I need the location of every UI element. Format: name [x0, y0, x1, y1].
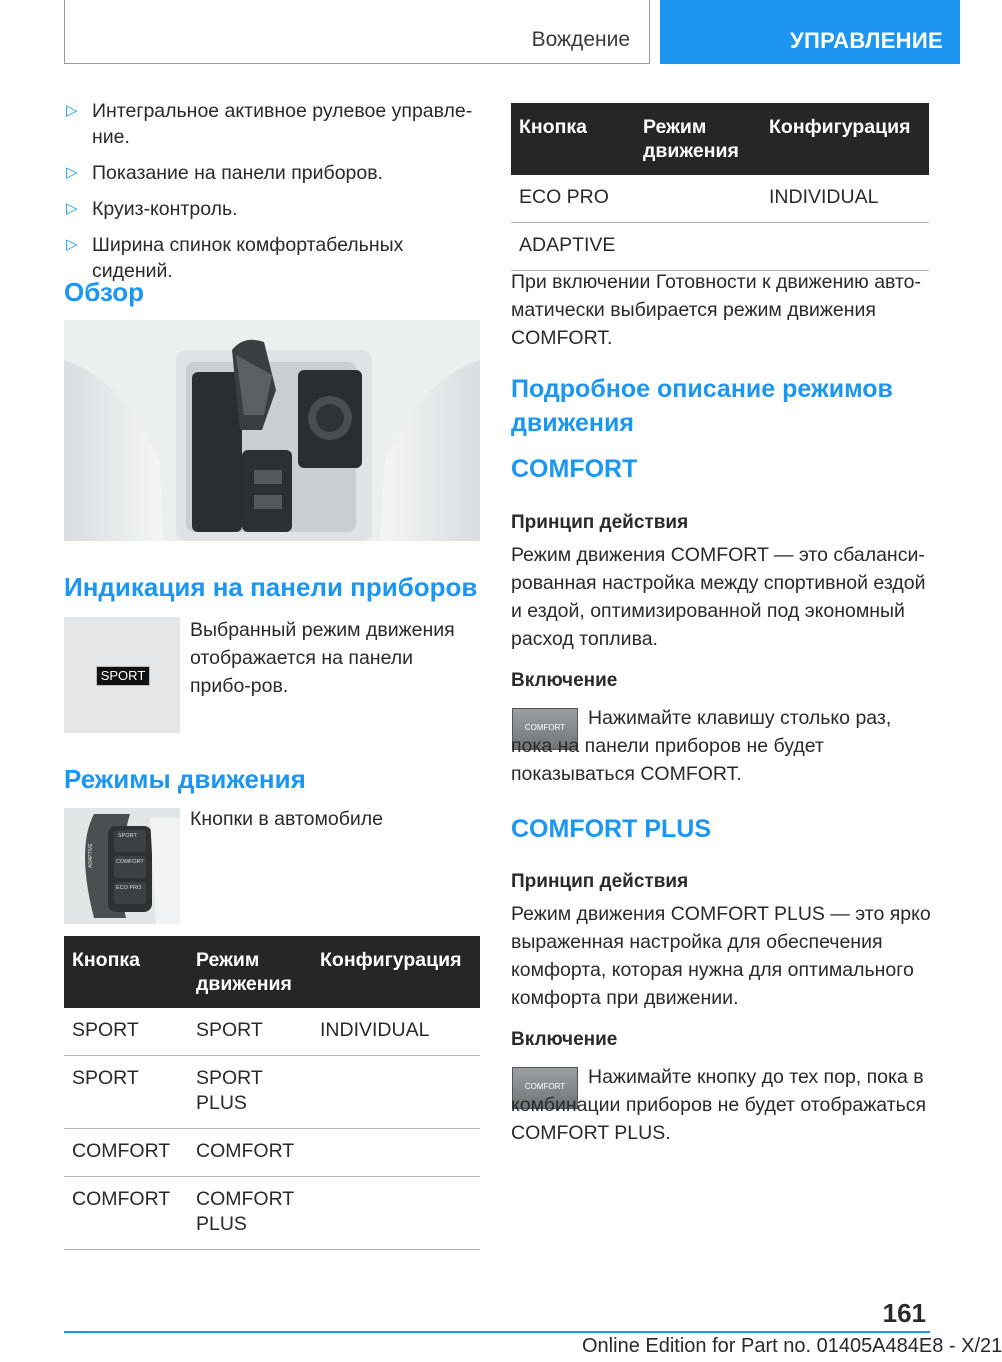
mode-button-label: ECO PRO — [116, 885, 142, 891]
comfort-heading: COMFORT — [511, 455, 638, 483]
ready-text: При включении Готовности к движению авто-матически выбирается режим движения COMFORT. — [511, 271, 922, 349]
table-cell: SPORT — [64, 1008, 188, 1056]
mode-buttons-illustration — [64, 808, 180, 924]
comfort-plus-enable-heading: Включение — [511, 1029, 618, 1050]
list-item: ▷ Показание на панели приборов. — [66, 162, 384, 184]
triangle-bullet-icon: ▷ — [66, 236, 78, 253]
table-cell — [635, 223, 761, 271]
sport-badge: SPORT — [96, 666, 150, 686]
modes-heading: Режимы движения — [64, 764, 306, 794]
list-item: ▷ Ширина спинок комфортабельных сидений. — [66, 234, 404, 282]
table-header-cell: Конфигурация — [761, 103, 929, 175]
table-row — [511, 175, 929, 223]
table-cell: COMFORT — [188, 1129, 312, 1177]
display-heading: Индикация на панели приборов — [64, 572, 478, 602]
edition-text: Online Edition for Part no. 01405A484E8 - X/21 — [582, 1335, 1002, 1357]
table-cell — [312, 1177, 480, 1250]
comfort-plus-principle-text: Режим движения COMFORT PLUS — это ярко выраженная настройка для обеспечения комфорта, которая нужна для оптимального комфорта при движении. — [511, 903, 931, 1009]
comfort-plus-heading: COMFORT PLUS — [511, 815, 711, 843]
modes-text: Кнопки в автомобиле — [190, 808, 384, 830]
table-cell: COMFORT — [64, 1129, 188, 1177]
list-item: ▷ Интегральное активное рулевое управле-ние. — [66, 100, 473, 148]
comfort-principle-text: Режим движения COMFORT — это сбаланси-рованная настройка между спортивной ездой и ездой, оптимизированной под экономный расход топлива. — [511, 544, 926, 650]
page-number: 161 — [882, 1298, 926, 1328]
instrument-display-image — [64, 617, 180, 733]
center-console-photo — [64, 320, 480, 541]
center-console-illustration — [64, 320, 480, 541]
comfort-button-label: COMFORT — [524, 723, 566, 732]
bullet-list — [64, 98, 484, 294]
modes-table-left — [64, 936, 480, 1250]
mode-buttons-photo — [64, 808, 180, 924]
table-cell — [312, 1056, 480, 1129]
comfort-enable-text: Нажимайте клавишу столько раз, пока на панели приборов не будет показываться COMFORT. — [511, 707, 892, 785]
table-header-cell: Кнопка — [64, 936, 188, 1008]
modes-table-right — [511, 103, 929, 271]
header-section: Вождение — [531, 28, 630, 51]
comfort-enable-heading: Включение — [511, 670, 618, 691]
table-header-cell: Режим движения — [635, 103, 761, 175]
table-cell: COMFORT PLUS — [188, 1177, 312, 1250]
mode-button-label: SPORT — [118, 833, 137, 839]
comfort-plus-button-label: COMFORT — [524, 1082, 566, 1091]
overview-heading: Обзор — [64, 277, 144, 307]
list-item: ▷ Круиз-контроль. — [66, 198, 238, 220]
table-cell — [312, 1129, 480, 1177]
comfort-plus-enable-text: Нажимайте кнопку до тех пор, пока в комбинации приборов не будет отображаться COMFORT PLUS. — [511, 1066, 927, 1144]
table-cell — [635, 175, 761, 223]
table-cell: ECO PRO — [511, 175, 635, 223]
table-header-row — [511, 103, 929, 175]
footer-divider — [64, 1331, 930, 1333]
table-cell: COMFORT — [64, 1177, 188, 1250]
mode-side-label: ADAPTIVE — [88, 843, 94, 868]
triangle-bullet-icon: ▷ — [66, 102, 78, 119]
table-row — [64, 1177, 480, 1250]
table-header-cell: Кнопка — [511, 103, 635, 175]
table-row — [511, 223, 929, 271]
mode-button-label: COMFORT — [116, 859, 144, 865]
table-row — [64, 1008, 480, 1056]
comfort-principle-heading: Принцип действия — [511, 512, 689, 533]
comfort-plus-principle-heading: Принцип действия — [511, 871, 689, 892]
table-cell: SPORT PLUS — [188, 1056, 312, 1129]
triangle-bullet-icon: ▷ — [66, 164, 78, 181]
table-cell — [761, 223, 929, 271]
table-row — [64, 1056, 480, 1129]
table-cell: INDIVIDUAL — [312, 1008, 480, 1056]
table-cell: SPORT — [188, 1008, 312, 1056]
table-header-cell: Режим движения — [188, 936, 312, 1008]
table-header-row — [64, 936, 480, 1008]
table-cell: SPORT — [64, 1056, 188, 1129]
detail-heading: Подробное описание режимов движения — [511, 375, 893, 437]
header-chapter-tab[interactable]: УПРАВЛЕНИЕ — [660, 0, 960, 64]
display-text: Выбранный режим движения отображается на панели прибо-ров. — [190, 619, 455, 697]
table-cell: ADAPTIVE — [511, 223, 635, 271]
table-header-cell: Конфигурация — [312, 936, 480, 1008]
table-row — [64, 1129, 480, 1177]
table-cell: INDIVIDUAL — [761, 175, 929, 223]
triangle-bullet-icon: ▷ — [66, 200, 78, 217]
